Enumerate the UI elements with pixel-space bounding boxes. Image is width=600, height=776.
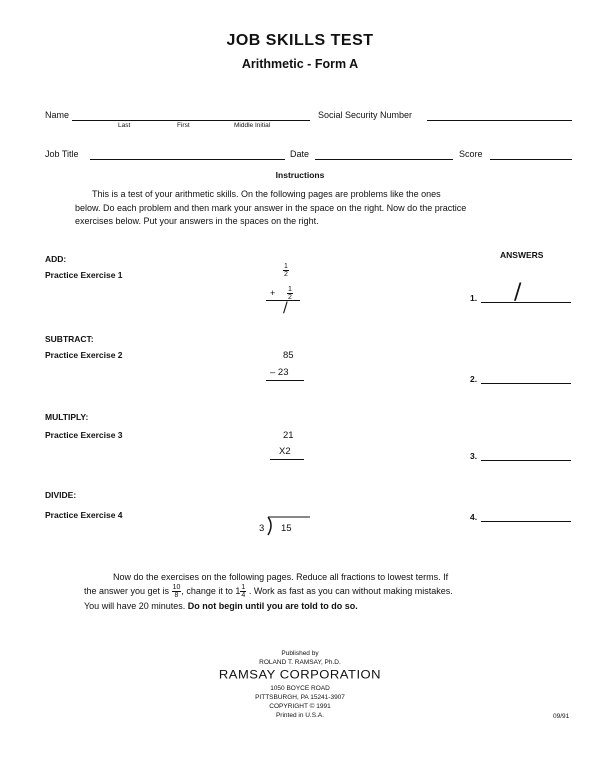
ssn-field[interactable] [427,120,572,121]
date-field[interactable] [315,159,453,160]
fraction-one-fourth [240,584,246,599]
fraction-top-num: 1 [284,263,288,271]
op-label-multiply: MULTIPLY: [45,412,89,422]
dividend: 15 [281,523,292,534]
subtrahend: – 23 [270,367,289,378]
instructions-text [45,188,565,229]
closing-line-1: Now do the exercises on the following pages. Reduce all fractions to lowest terms. If [113,572,449,582]
instructions-heading: Instructions [275,170,325,180]
closing-line-3a: You will have 20 minutes. [84,601,186,612]
closing-line-2a: the answer you get is [84,586,170,596]
fraction-ten-eighths-den: 8 [174,592,179,600]
closing-line-2 [84,584,584,599]
answer-field-3[interactable] [481,460,571,461]
fraction-one-fourth-num: 1 [241,584,246,592]
footer-published-by: Published by [281,650,319,657]
handwritten-answer-1: / [514,280,522,305]
score-label: Score [459,149,483,159]
fraction-ten-eighths [172,584,182,599]
closing-line-3b: Do not begin until you are told to do so. [187,601,358,612]
instructions-line-2: below. Do each problem and then mark your answer in the space on the right. Now do the practice [75,202,467,213]
answer-number-4: 4. [470,512,478,522]
date-label: Date [290,149,310,159]
exercise-label-2: Practice Exercise 2 [45,350,123,360]
closing-line-2b: , change it to 1 [181,586,241,596]
fraction-top [283,262,289,280]
answer-field-1[interactable] [481,302,571,303]
answer-number-2: 2. [470,374,478,384]
company-logo-text: RAMSAY CORPORATION [218,667,382,682]
score-field[interactable] [490,159,572,160]
footer-address-2: PITTSBURGH, PA 15241-3907 [255,694,345,701]
footer-printed: Printed in U.S.A. [275,712,325,719]
first-name-caption: First [177,122,190,129]
multiplier: X2 [279,446,291,457]
job-title-field[interactable] [90,159,285,160]
divisor: 3 [259,523,265,534]
plus-sign: + [270,288,276,298]
op-label-divide: DIVIDE: [45,490,77,500]
answer-field-2[interactable] [481,383,571,384]
name-label: Name [45,110,70,120]
handwritten-result-1: / [283,300,288,316]
product-line [270,459,304,460]
fraction-top-den: 2 [284,271,288,279]
footer-address-1: 1050 BOYCE ROAD [270,685,330,692]
op-label-subtract: SUBTRACT: [45,334,94,344]
op-label-add: ADD: [45,254,67,264]
footer-author: ROLAND T. RAMSAY, Ph.D. [259,659,341,666]
fraction-ten-eighths-num: 10 [172,584,181,592]
minuend: 85 [283,350,294,361]
footer-copyright: COPYRIGHT © 1991 [269,703,331,710]
form-code: 09/91 [553,713,570,720]
multiplicand: 21 [283,430,294,441]
answer-field-4[interactable] [481,521,571,522]
fraction-bottom-num: 1 [288,286,292,294]
ssn-label: Social Security Number [318,110,413,120]
closing-line-2c: . Work as fast as you can without making mistakes. [248,586,453,596]
division-bracket [262,513,322,537]
closing-text [84,570,584,613]
job-title-label: Job Title [45,149,79,159]
answer-number-1: 1. [470,293,478,303]
closing-line-3 [84,599,584,613]
instructions-line-1: This is a test of your arithmetic skills. On the following pages are problems like the ones [92,189,441,199]
page-subtitle: Arithmetic - Form A [241,57,359,71]
answers-header: ANSWERS [500,250,544,260]
instructions-line-3: exercises below. Put your answers in the spaces on the right. [75,216,319,226]
exercise-label-4: Practice Exercise 4 [45,510,123,520]
answer-number-3: 3. [470,451,478,461]
name-field[interactable] [72,120,310,121]
last-name-caption: Last [118,122,131,129]
page-title: JOB SKILLS TEST [226,32,374,49]
difference-line [266,380,304,381]
exercise-label-1: Practice Exercise 1 [45,270,123,280]
exercise-label-3: Practice Exercise 3 [45,430,123,440]
fraction-bottom-den: 2 [288,294,292,302]
fraction-one-fourth-den: 4 [241,592,246,600]
middle-initial-caption: Middle Initial [234,122,271,129]
